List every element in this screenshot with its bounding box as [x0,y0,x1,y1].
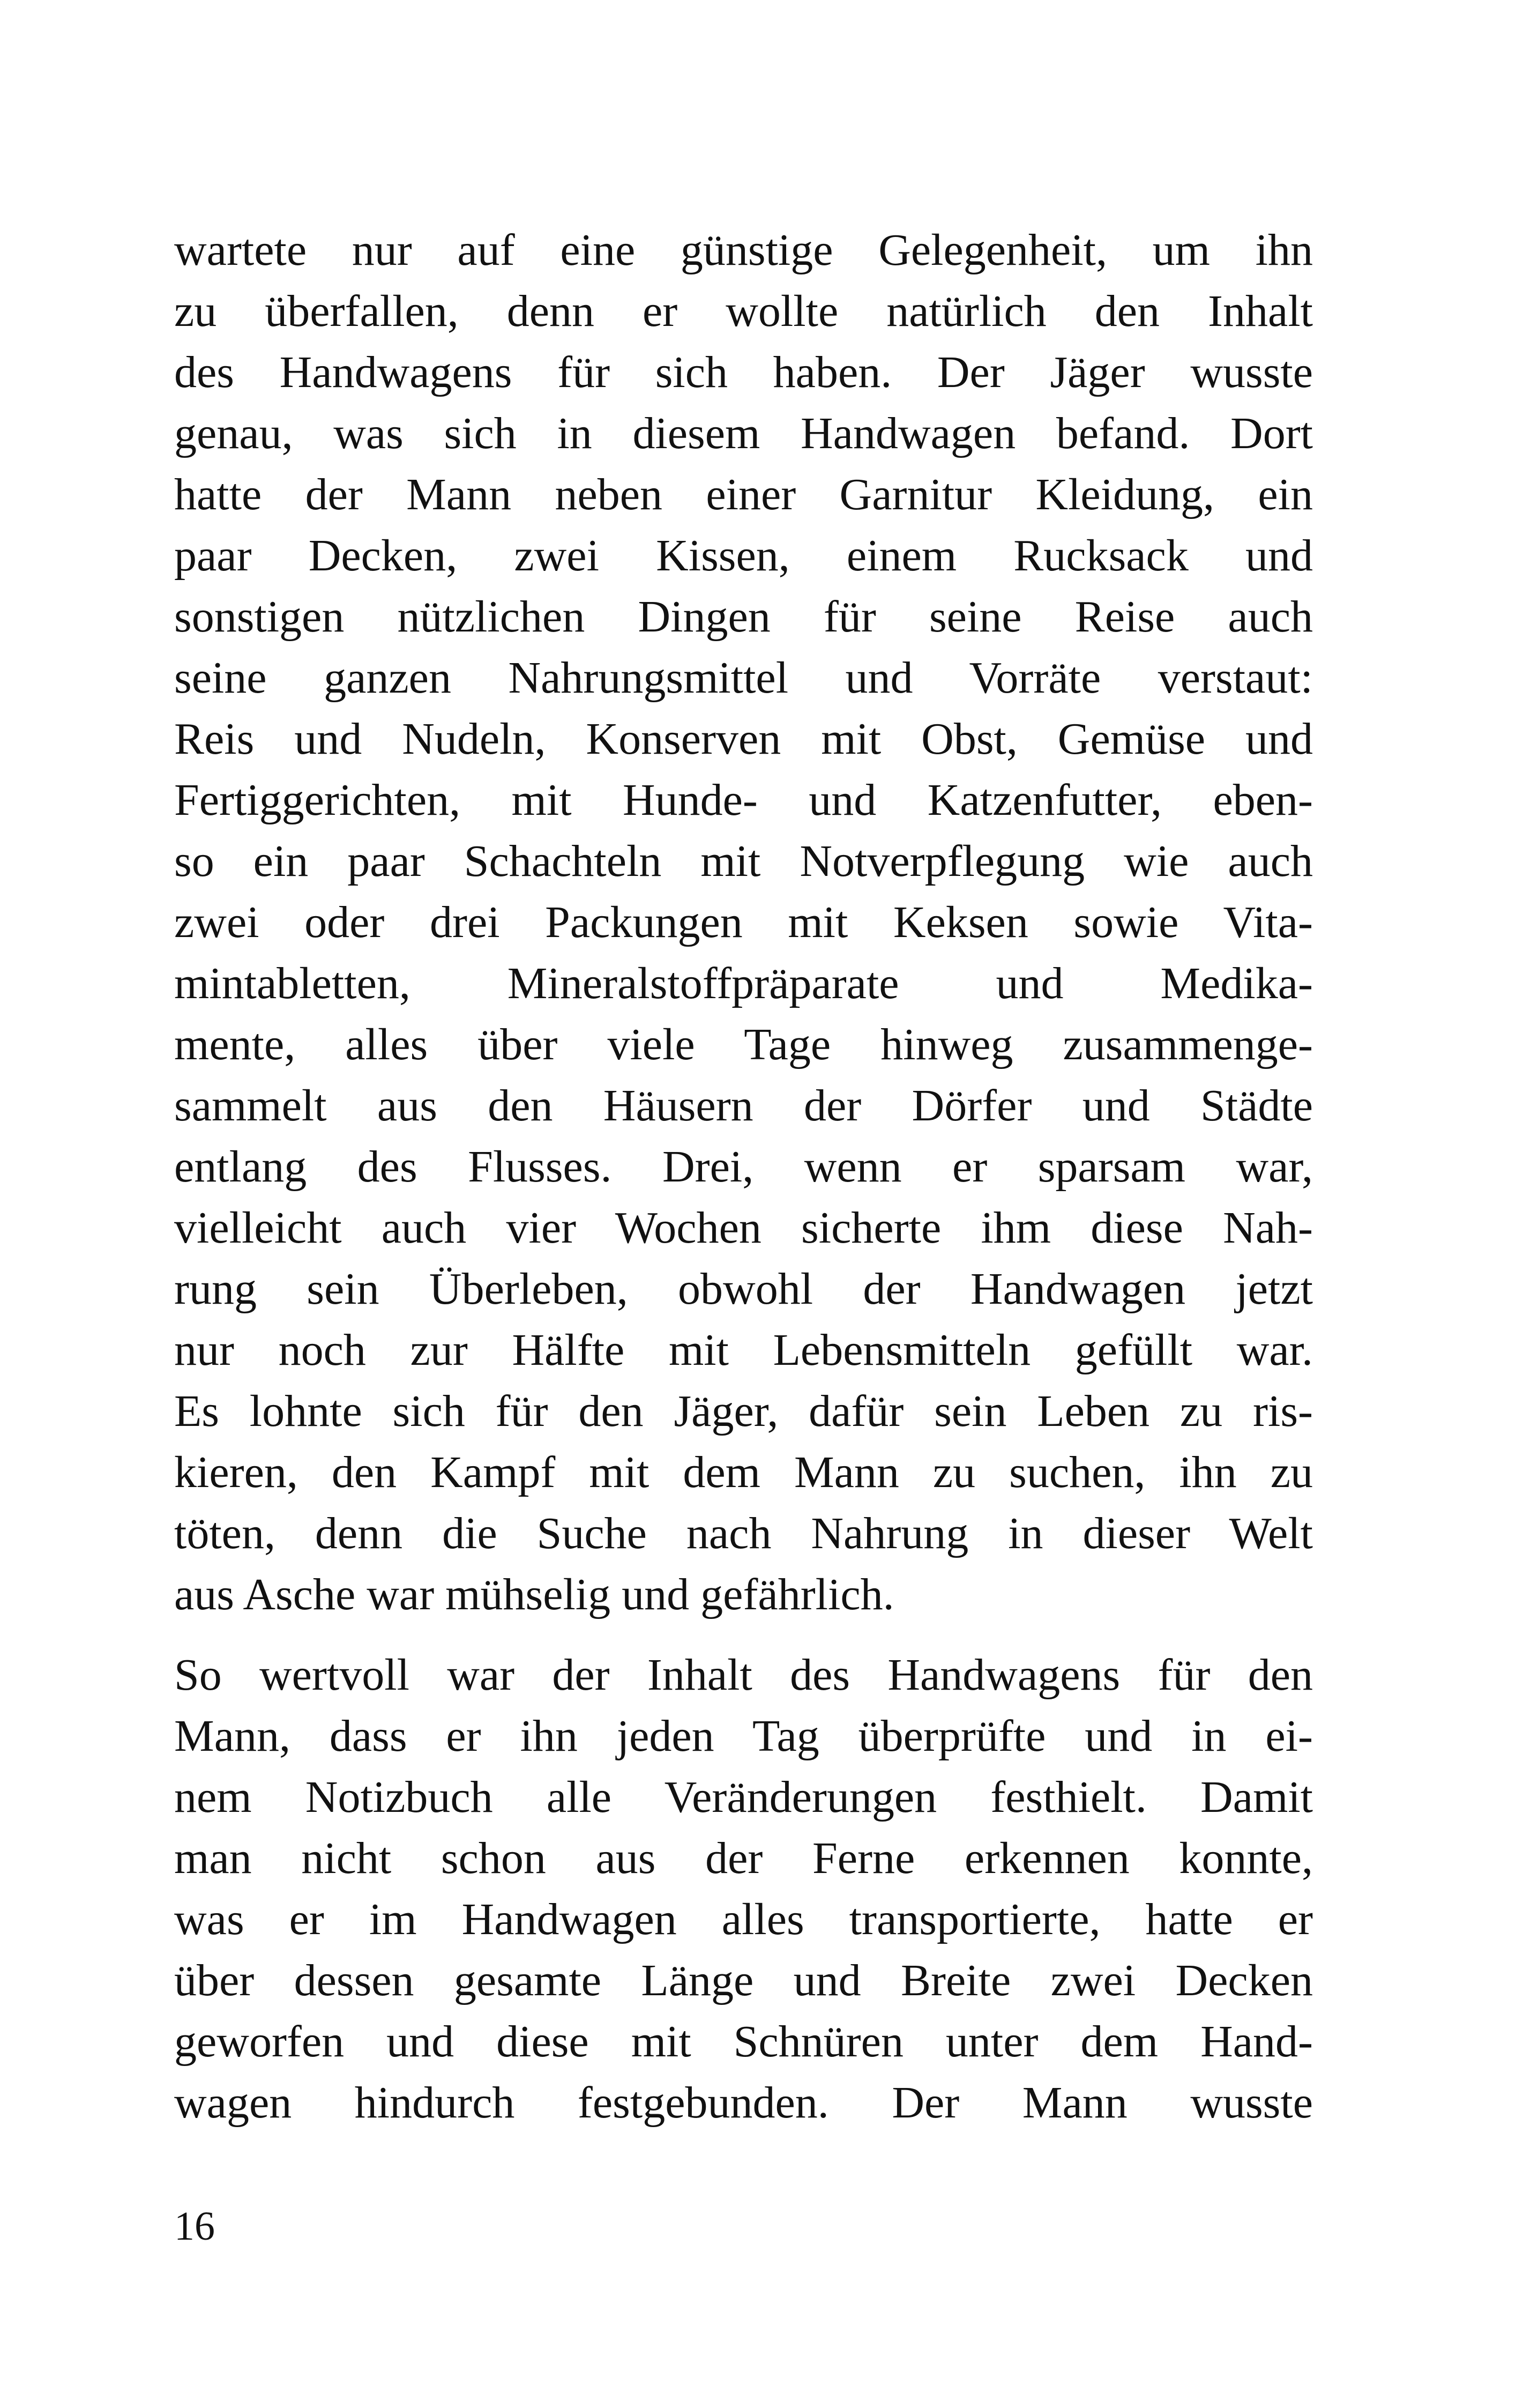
text-line: kieren, den Kampf mit dem Mann zu suchen, ihn zu [174,1447,1313,1497]
text-line: rung sein Überleben, obwohl der Handwagen jetzt [174,1264,1313,1314]
body-text [174,220,1313,2134]
text-line: hatte der Mann neben einer Garnitur Kleidung, ein [174,470,1313,519]
text-line: zwei oder drei Packungen mit Keksen sowie Vita- [174,897,1313,947]
text-line: aus Asche war mühselig und gefährlich. [174,1570,894,1619]
text-line: Fertiggerichten, mit Hunde- und Katzenfutter, eben- [174,775,1313,825]
text-line: des Handwagens für sich haben. Der Jäger wusste [174,347,1313,397]
text-line: Reis und Nudeln, Konserven mit Obst, Gemüse und [174,714,1313,764]
text-line: nur noch zur Hälfte mit Lebensmitteln gefüllt war. [174,1325,1313,1375]
text-line: so ein paar Schachteln mit Notverpflegung wie auch [174,836,1313,886]
text-line: über dessen gesamte Länge und Breite zwei Decken [174,1956,1313,2005]
paragraph-2 [174,1645,1313,2134]
text-line: mente, alles über viele Tage hinweg zusammenge- [174,1020,1313,1069]
text-line: töten, denn die Suche nach Nahrung in dieser Welt [174,1508,1313,1558]
text-line: Es lohnte sich für den Jäger, dafür sein Leben zu ris- [174,1386,1313,1436]
text-line: sammelt aus den Häusern der Dörfer und Städte [174,1081,1313,1131]
text-line: genau, was sich in diesem Handwagen befand. Dort [174,408,1313,458]
text-line: Mann, dass er ihn jeden Tag überprüfte und in ei- [174,1711,1313,1761]
text-line: entlang des Flusses. Drei, wenn er sparsam war, [174,1142,1313,1192]
text-line: nem Notizbuch alle Veränderungen festhielt. Damit [174,1772,1313,1822]
text-line: So wertvoll war der Inhalt des Handwagens für den [174,1650,1313,1700]
text-line: geworfen und diese mit Schnüren unter dem Hand- [174,2017,1313,2067]
text-line: paar Decken, zwei Kissen, einem Rucksack und [174,531,1313,581]
text-line: man nicht schon aus der Ferne erkennen konnte, [174,1833,1313,1883]
paragraph-1 [174,220,1313,1625]
text-line: wartete nur auf eine günstige Gelegenheit, um ihn [174,225,1313,275]
text-line: zu überfallen, denn er wollte natürlich den Inhalt [174,286,1313,336]
text-line: vielleicht auch vier Wochen sicherte ihm diese Nah- [174,1203,1313,1253]
page-number: 16 [174,2204,215,2249]
text-line: seine ganzen Nahrungsmittel und Vorräte verstaut: [174,653,1313,703]
text-line: wagen hindurch festgebunden. Der Mann wusste [174,2078,1313,2128]
text-line: mintabletten, Mineralstoffpräparate und Medika- [174,958,1313,1008]
text-line: was er im Handwagen alles transportierte, hatte er [174,1894,1313,1944]
text-line: sonstigen nützlichen Dingen für seine Reise auch [174,592,1313,642]
